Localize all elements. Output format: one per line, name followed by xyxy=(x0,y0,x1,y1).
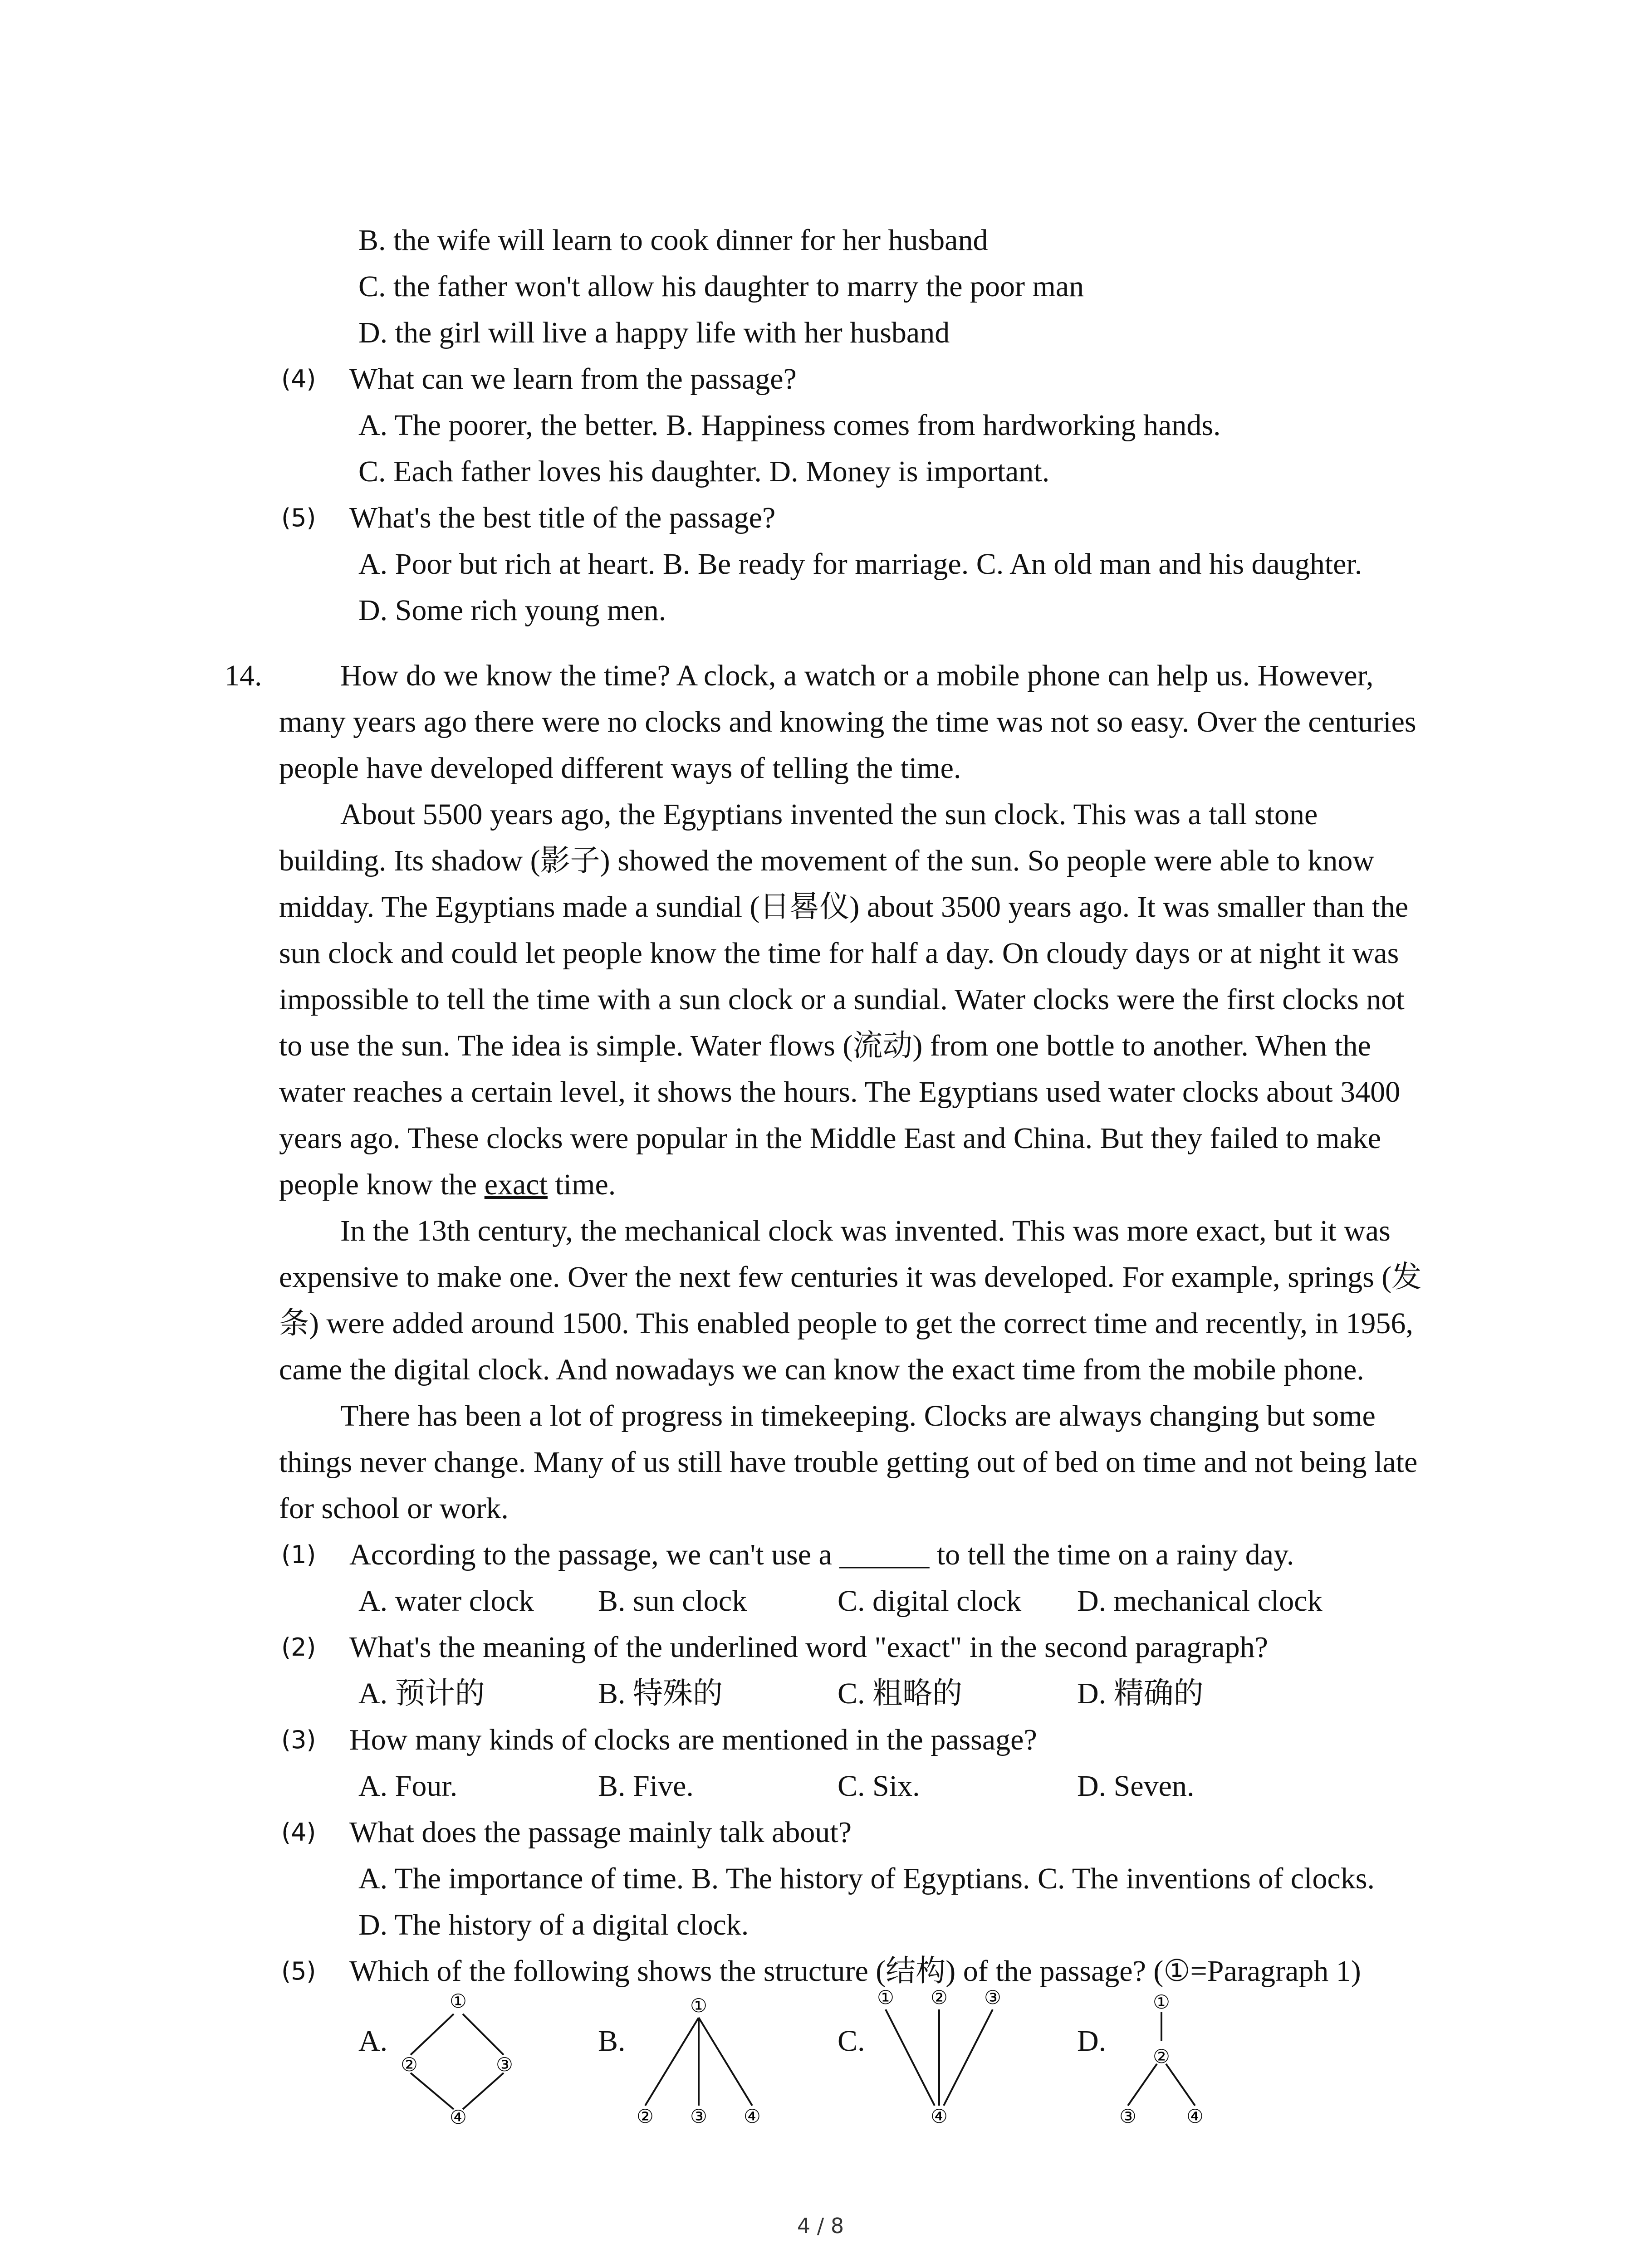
node-3: ③ xyxy=(984,1986,1001,2009)
passage-line: things never change. Many of us still have trouble getting out of bed on time and not being late xyxy=(279,1446,1418,1479)
q14-4-number: (4) xyxy=(281,1818,316,1847)
q14-2-text: What's the meaning of the underlined word "exact" in the second paragraph? xyxy=(349,1631,1268,1664)
passage-line: 条) were added around 1500. This enabled people to get the correct time and recently, in 1956, xyxy=(279,1307,1413,1340)
page-number: 4 / 8 xyxy=(797,2214,844,2238)
node-2: ② xyxy=(931,1986,948,2009)
node-4: ④ xyxy=(1186,2105,1204,2127)
node-4: ④ xyxy=(744,2105,761,2127)
option-b: B. sun clock xyxy=(598,1584,747,1618)
passage-line: many years ago there were no clocks and knowing the time was not so easy. Over the centuries xyxy=(279,705,1416,738)
option-b: B. Five. xyxy=(598,1769,694,1803)
passage-line: There has been a lot of progress in timekeeping. Clocks are always changing but some xyxy=(340,1399,1376,1432)
structure-diagram-a xyxy=(390,1982,526,2127)
q14-4-options-line2: D. The history of a digital clock. xyxy=(358,1908,749,1941)
node-3: ③ xyxy=(496,2053,513,2076)
passage-line: water reaches a certain level, it shows the hours. The Egyptians used water clocks about 3400 xyxy=(279,1075,1401,1109)
q14-3-text: How many kinds of clocks are mentioned in the passage? xyxy=(349,1723,1037,1756)
option-c: C. digital clock xyxy=(838,1584,1022,1618)
q14-3-number: (3) xyxy=(281,1725,316,1754)
q14-5-text: Which of the following shows the structure (结构) of the passage? (①=Paragraph 1) xyxy=(349,1955,1361,1988)
q13-4-options-line1: A. The poorer, the better. B. Happiness comes from hardworking hands. xyxy=(358,409,1221,442)
q14-5-number: (5) xyxy=(281,1957,316,1985)
passage-line: for school or work. xyxy=(279,1492,509,1525)
node-3: ③ xyxy=(690,2105,707,2127)
q14-2-number: (2) xyxy=(281,1633,316,1662)
structure-diagram-c xyxy=(867,1982,1012,2127)
q14-4-options-line1: A. The importance of time. B. The history of Egyptians. C. The inventions of clocks. xyxy=(358,1862,1375,1895)
diagram-c-label: C. xyxy=(838,2024,865,2058)
option-a: A. 预计的 xyxy=(358,1677,485,1710)
passage-line: expensive to make one. Over the next few centuries it was developed. For example, springs (发 xyxy=(279,1261,1422,1294)
option-d: D. 精确的 xyxy=(1077,1677,1204,1710)
passage-line: people know the exact time. xyxy=(279,1168,616,1201)
q14-1-text: According to the passage, we can't use a ______ to tell the time on a rainy day. xyxy=(349,1538,1294,1571)
q13-5-text: What's the best title of the passage? xyxy=(349,501,776,534)
passage-line: sun clock and could let people know the time for half a day. On cloudy days or at night it was xyxy=(279,937,1399,970)
q14-1-number: (1) xyxy=(281,1540,316,1569)
option-c: C. 粗略的 xyxy=(838,1677,963,1710)
node-1: ① xyxy=(1153,1991,1170,2013)
node-4: ④ xyxy=(931,2105,948,2127)
passage-line: building. Its shadow (影子) showed the movement of the sun. So people were able to know xyxy=(279,844,1375,877)
diagram-b-label: B. xyxy=(598,2024,626,2058)
underlined-word-exact: exact xyxy=(484,1168,548,1201)
passage-line: people have developed different ways of telling the time. xyxy=(279,752,961,785)
passage-line: to use the sun. The idea is simple. Water flows (流动) from one bottle to another. When the xyxy=(279,1029,1371,1062)
q13-option-d: D. the girl will live a happy life with her husband xyxy=(358,316,950,349)
q14-4-text: What does the passage mainly talk about? xyxy=(349,1816,852,1849)
node-3: ③ xyxy=(1119,2105,1136,2127)
passage-line: In the 13th century, the mechanical clock was invented. This was more exact, but it was xyxy=(340,1214,1391,1247)
q13-4-text: What can we learn from the passage? xyxy=(349,362,797,396)
structure-diagram-b xyxy=(626,1982,771,2127)
node-1: ① xyxy=(690,1994,707,2017)
passage-line: How do we know the time? A clock, a watch or a mobile phone can help us. However, xyxy=(340,659,1374,692)
diagram-d-label: D. xyxy=(1077,2024,1107,2058)
node-2: ② xyxy=(401,2053,418,2076)
option-a: A. Four. xyxy=(358,1769,458,1803)
structure-diagram-d xyxy=(1107,1982,1225,2127)
option-d: D. mechanical clock xyxy=(1077,1584,1323,1618)
node-1: ① xyxy=(877,1986,894,2009)
node-2: ② xyxy=(1153,2045,1170,2068)
passage-line: About 5500 years ago, the Egyptians invented the sun clock. This was a tall stone xyxy=(340,798,1318,831)
diagram-a-label: A. xyxy=(358,2024,388,2058)
passage-line: years ago. These clocks were popular in the Middle East and China. But they failed to make xyxy=(279,1122,1381,1155)
q13-4-options-line2: C. Each father loves his daughter. D. Money is important. xyxy=(358,455,1050,488)
node-2: ② xyxy=(637,2105,654,2127)
passage-line: impossible to tell the time with a sun clock or a sundial. Water clocks were the first clocks not xyxy=(279,983,1405,1016)
q13-5-options-line2: D. Some rich young men. xyxy=(358,594,666,627)
option-b: B. 特殊的 xyxy=(598,1677,723,1710)
option-c: C. Six. xyxy=(838,1769,920,1803)
q13-4-number: (4) xyxy=(281,365,316,393)
q13-option-b: B. the wife will learn to cook dinner for her husband xyxy=(358,224,988,257)
passage-line: midday. The Egyptians made a sundial (日晷仪) about 3500 years ago. It was smaller than the xyxy=(279,890,1409,924)
q13-5-options-line1: A. Poor but rich at heart. B. Be ready for marriage. C. An old man and his daughter. xyxy=(358,547,1362,581)
q14-number: 14. xyxy=(225,659,262,692)
option-a: A. water clock xyxy=(358,1584,534,1618)
passage-line: came the digital clock. And nowadays we can know the exact time from the mobile phone. xyxy=(279,1353,1364,1386)
node-4: ④ xyxy=(450,2106,467,2128)
q13-5-number: (5) xyxy=(281,503,316,532)
option-d: D. Seven. xyxy=(1077,1769,1195,1803)
node-1: ① xyxy=(450,1990,467,2012)
q13-option-c: C. the father won't allow his daughter to marry the poor man xyxy=(358,270,1084,303)
